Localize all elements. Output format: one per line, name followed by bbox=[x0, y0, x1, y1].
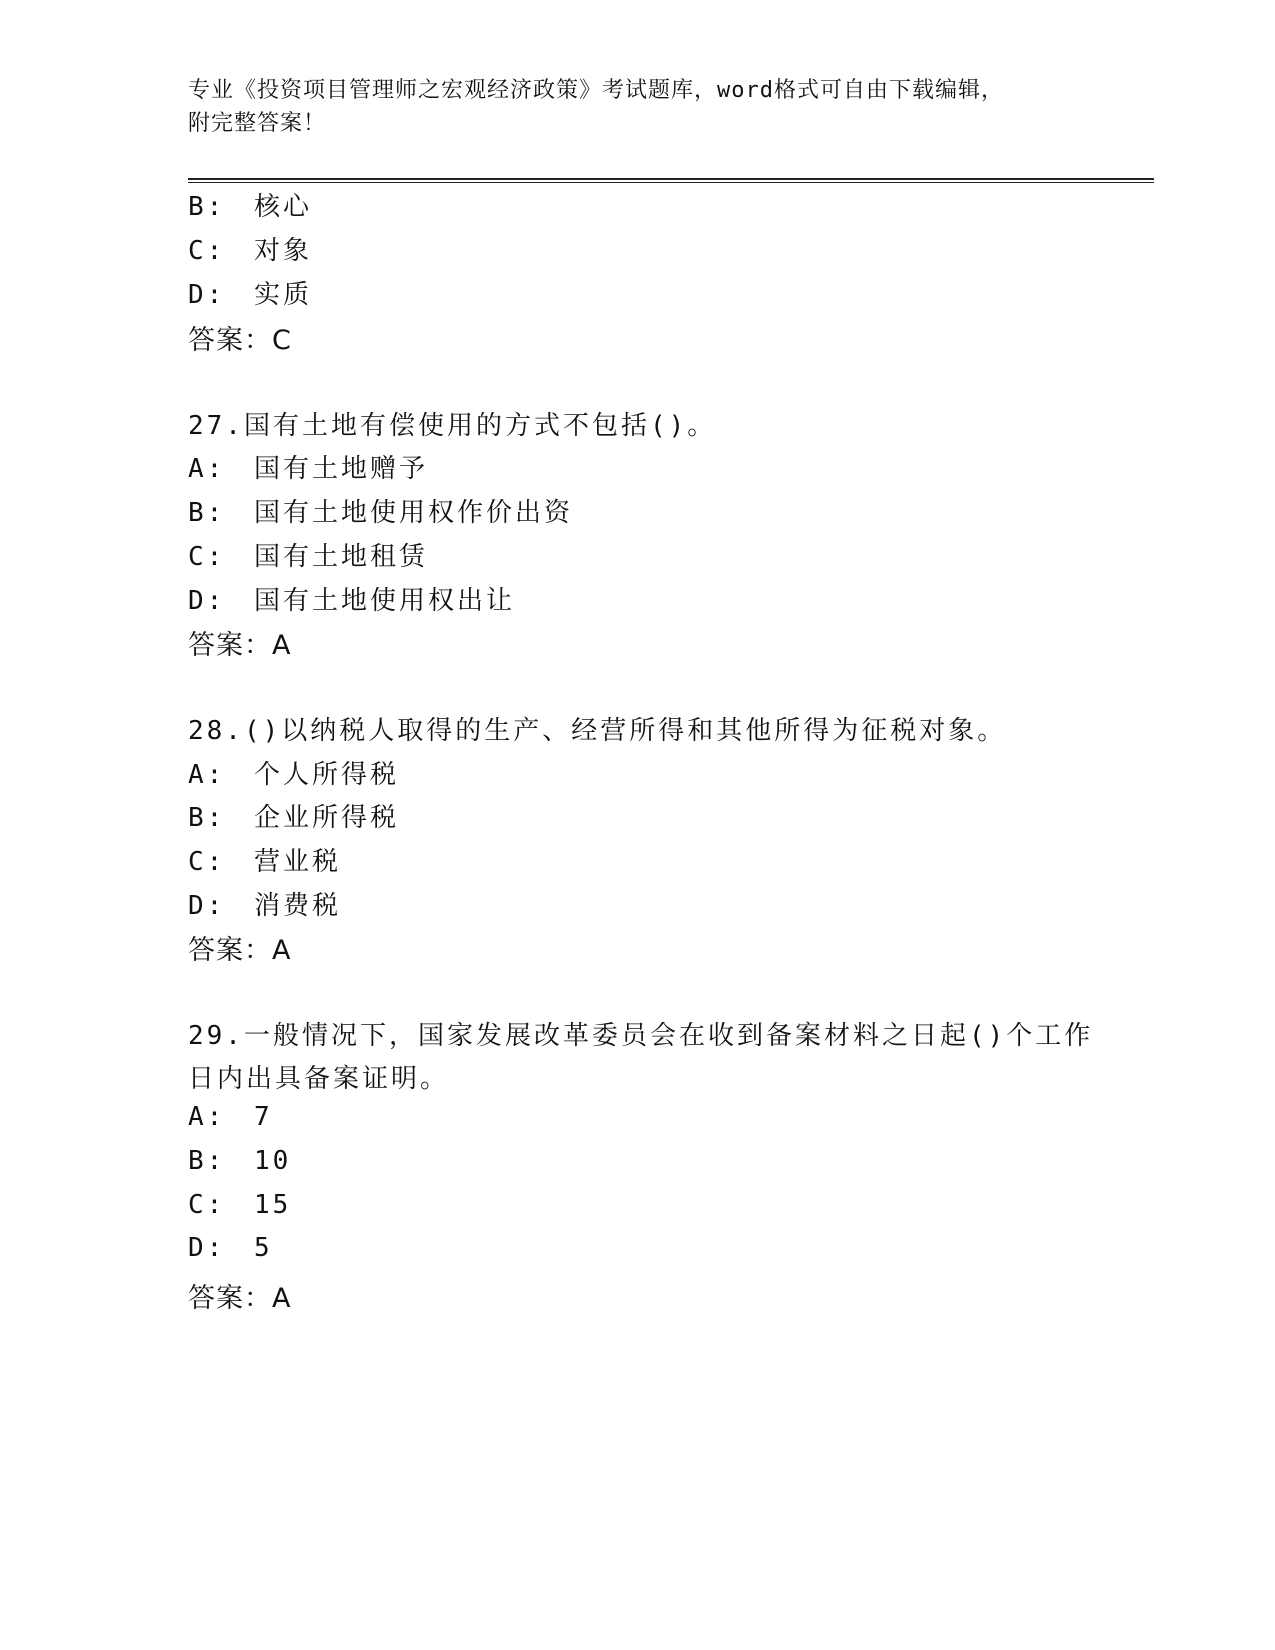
option-label: C: bbox=[188, 847, 226, 877]
option-row bbox=[188, 448, 428, 485]
option-text: 个人所得税 bbox=[253, 760, 399, 790]
option-row bbox=[188, 754, 399, 791]
option-label: A: bbox=[188, 1102, 226, 1132]
option-label: D: bbox=[188, 280, 226, 310]
option-label: D: bbox=[188, 891, 226, 921]
question-stem: 28.()以纳税人取得的生产、经营所得和其他所得为征税对象。 bbox=[188, 716, 1007, 746]
option-text: 国有土地赠予 bbox=[253, 454, 428, 484]
header-divider-thick bbox=[188, 178, 1154, 180]
option-row bbox=[188, 1146, 291, 1176]
option-text: 国有土地使用权出让 bbox=[253, 586, 515, 616]
option-label: B: bbox=[188, 498, 226, 528]
header-divider-thin bbox=[188, 182, 1154, 183]
option-row bbox=[188, 186, 312, 223]
option-label: D: bbox=[188, 586, 226, 616]
option-text: 营业税 bbox=[253, 847, 341, 877]
option-text: 7 bbox=[253, 1102, 273, 1132]
question-stem: 27.国有土地有偿使用的方式不包括()。 bbox=[188, 411, 717, 441]
option-text: 15 bbox=[253, 1190, 292, 1220]
option-row bbox=[188, 536, 428, 573]
header-line-2: 附完整答案！ bbox=[188, 111, 327, 136]
option-row bbox=[188, 885, 341, 922]
option-row bbox=[188, 580, 515, 617]
option-text: 核心 bbox=[253, 192, 312, 222]
option-label: C: bbox=[188, 542, 226, 572]
option-text: 国有土地使用权作价出资 bbox=[253, 498, 573, 528]
option-label: A: bbox=[188, 760, 226, 790]
option-label: B: bbox=[188, 803, 226, 833]
option-text: 对象 bbox=[253, 236, 312, 266]
option-label: D: bbox=[188, 1233, 226, 1263]
option-row bbox=[188, 1233, 273, 1263]
option-label: C: bbox=[188, 1190, 226, 1220]
option-label: C: bbox=[188, 236, 226, 266]
option-row bbox=[188, 1190, 291, 1220]
header-line-1: 专业《投资项目管理师之宏观经济政策》考试题库，word格式可自由下载编辑， bbox=[188, 78, 1004, 103]
option-row bbox=[188, 492, 573, 529]
option-row bbox=[188, 841, 341, 878]
answer-line: 答案：A bbox=[188, 630, 292, 661]
option-text: 国有土地租赁 bbox=[253, 542, 428, 572]
answer-line: 答案：C bbox=[188, 325, 292, 356]
option-row bbox=[188, 274, 312, 311]
option-text: 消费税 bbox=[253, 891, 341, 921]
question-stem-continued: 日内出具备案证明。 bbox=[188, 1064, 450, 1094]
answer-line: 答案：A bbox=[188, 1283, 292, 1314]
option-row bbox=[188, 230, 312, 267]
option-label: B: bbox=[188, 192, 226, 222]
option-row bbox=[188, 797, 399, 834]
option-label: B: bbox=[188, 1146, 226, 1176]
document-header bbox=[188, 74, 1088, 140]
option-label: A: bbox=[188, 454, 226, 484]
option-text: 10 bbox=[253, 1146, 292, 1176]
option-text: 实质 bbox=[253, 280, 312, 310]
question-stem: 29.一般情况下，国家发展改革委员会在收到备案材料之日起()个工作 bbox=[188, 1021, 1094, 1051]
option-row bbox=[188, 1102, 273, 1132]
option-text: 5 bbox=[253, 1233, 273, 1263]
answer-line: 答案：A bbox=[188, 935, 292, 966]
option-text: 企业所得税 bbox=[253, 803, 399, 833]
